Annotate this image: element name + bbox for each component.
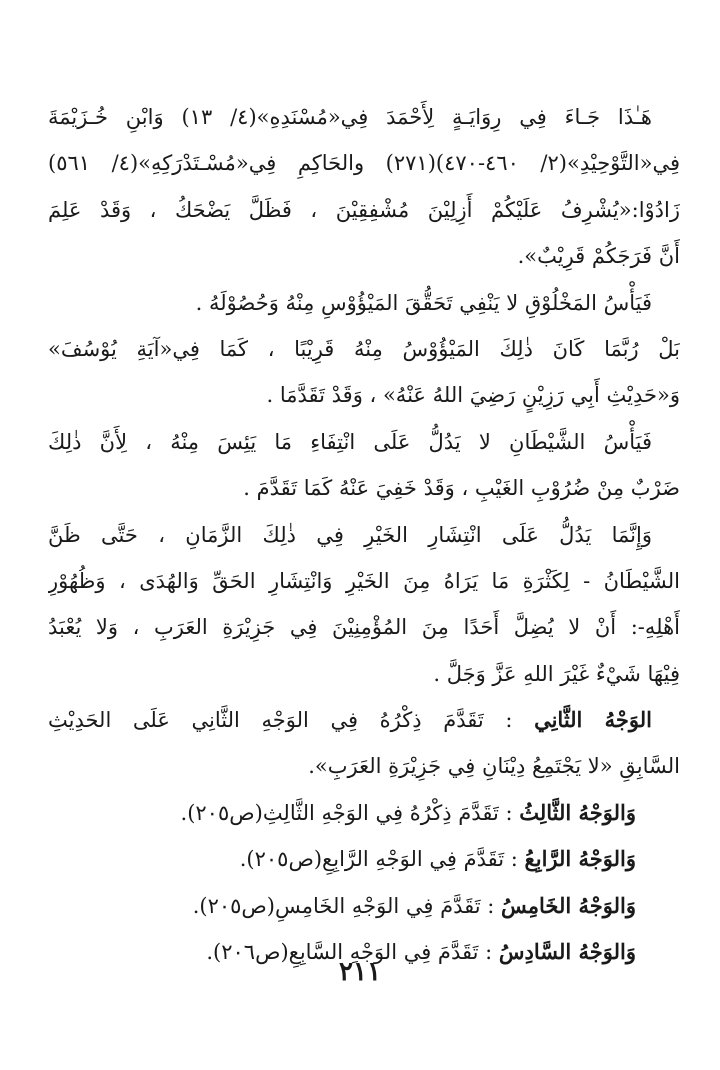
text-line-16: [48, 790, 680, 836]
heading-fourth-aspect: وَالوَجْهُ الرَّابِعُ: [524, 846, 636, 872]
text-line-4: أَنَّ فَرَجَكُمْ قَرِيْبٌ».: [517, 244, 680, 269]
heading-sixth-text: : تَقَدَّمَ فِي الوَجْهِ السَّابِعِ(ص٢٠٦).: [206, 940, 499, 965]
text-line-14: [48, 697, 680, 743]
heading-fifth-text: : تَقَدَّمَ فِي الوَجْهِ الخَامِسِ(ص٢٠٥).: [192, 893, 502, 918]
text-line-15: السَّابِقِ «لا يَجْتَمِعُ دِيْنَانِ فِي جَزِيْرَةِ العَرَبِ».: [308, 754, 680, 779]
text-line-10: وَإِنَّمَا يَدُلُّ عَلَى انْتِشَارِ الخَيْرِ فِي ذٰلِكَ الزَّمَانِ ، حَتَّى ظَنَّ: [48, 522, 652, 547]
text-line-1: هَـٰذَا جَـاءَ فِي رِوَايَـةٍ لِأَحْمَدَ فِي«مُسْنَدِهِ»(٤/ ١٣) وَابْنِ خُـزَيْمَةَ: [48, 105, 652, 129]
text-line-8: فَيَأْسُ الشَّيْطَانِ لا يَدُلُّ عَلَى انْتِفَاءِ مَا يَئِسَ مِنْهُ ، لِأَنَّ ذٰلِكَ: [48, 429, 652, 454]
heading-sixth-aspect: وَالوَجْهُ السَّادِسُ: [498, 939, 636, 965]
heading-second-text: : تَقَدَّمَ ذِكْرُهُ فِي الوَجْهِ الثَّانِي عَلَى الحَدِيْثِ: [48, 708, 535, 733]
heading-second-aspect: الوَجْهُ الثَّانِي: [534, 707, 652, 733]
text-line-5: فَيَأْسُ المَخْلُوْقِ لا يَنْفِي تَحَقُّقَ المَيْؤُوْسِ مِنْهُ وَحُصُوْلَهُ .: [195, 290, 652, 315]
text-line-2: فِي«التَّوْحِيْدِ»(٢/ ٤٦٠-٤٧٠)(٢٧١) والحَاكِمِ فِي«مُسْـتَدْرَكِهِ»(٤/ ٥٦١): [48, 151, 680, 176]
text-line-9: ضَرْبٌ مِنْ ضُرُوْبِ الغَيْبِ ، وَقَدْ خَفِيَ عَنْهُ كَمَا تَقَدَّمَ .: [243, 476, 680, 501]
text-line-6: بَلْ رُبَّمَا كَانَ ذٰلِكَ المَيْؤُوْسُ مِنْهُ قَرِيْبًا ، كَمَا فِي«آيَةِ يُوْسُفَ»: [48, 336, 680, 361]
text-line-18: [48, 883, 680, 929]
heading-fourth-text: : تَقَدَّمَ فِي الوَجْهِ الرَّابِعِ(ص٢٠٥).: [239, 847, 525, 872]
text-line-7: وَ«حَدِيْثِ أَبِي رَزِيْنٍ رَضِيَ اللهُ عَنْهُ» ، وَقَدْ تَقَدَّمَا .: [266, 383, 680, 408]
text-line-17: [48, 836, 680, 882]
text-line-11: الشَّيْطَانُ - لِكَثْرَةِ مَا يَرَاهُ مِنَ الخَيْرِ وَانْتِشَارِ الحَقِّ وَالهُدَى ، وَظُهُوْرِ: [48, 568, 680, 593]
heading-third-aspect: وَالوَجْهُ الثَّالِثُ: [519, 799, 636, 825]
text-line-13: فِيْهَا شَيْءٌ غَيْرَ اللهِ عَزَّ وَجَلَّ .: [433, 661, 680, 686]
text-line-3: زَادُوْا:«يُشْرِفُ عَلَيْكُمْ أَزِلِيْنَ مُشْفِقِيْنَ ، فَظَلَّ يَضْحَكُ ، وَقَدْ عَلِمَ: [48, 197, 680, 222]
heading-fifth-aspect: وَالوَجْهُ الخَامِسُ: [501, 892, 636, 918]
text-line-12: أَهْلِهِ-: أَنْ لا يُضِلَّ أَحَدًا مِنَ المُؤْمِنِيْنَ فِي جَزِيْرَةِ العَرَبِ ، وَلا يُعْبَدُ: [48, 615, 680, 640]
page-number: ٢١١: [339, 957, 381, 987]
body-text: [48, 94, 680, 975]
heading-third-text: : تَقَدَّمَ ذِكْرُهُ فِي الوَجْهِ الثَّالِثِ(ص٢٠٥).: [180, 800, 520, 825]
